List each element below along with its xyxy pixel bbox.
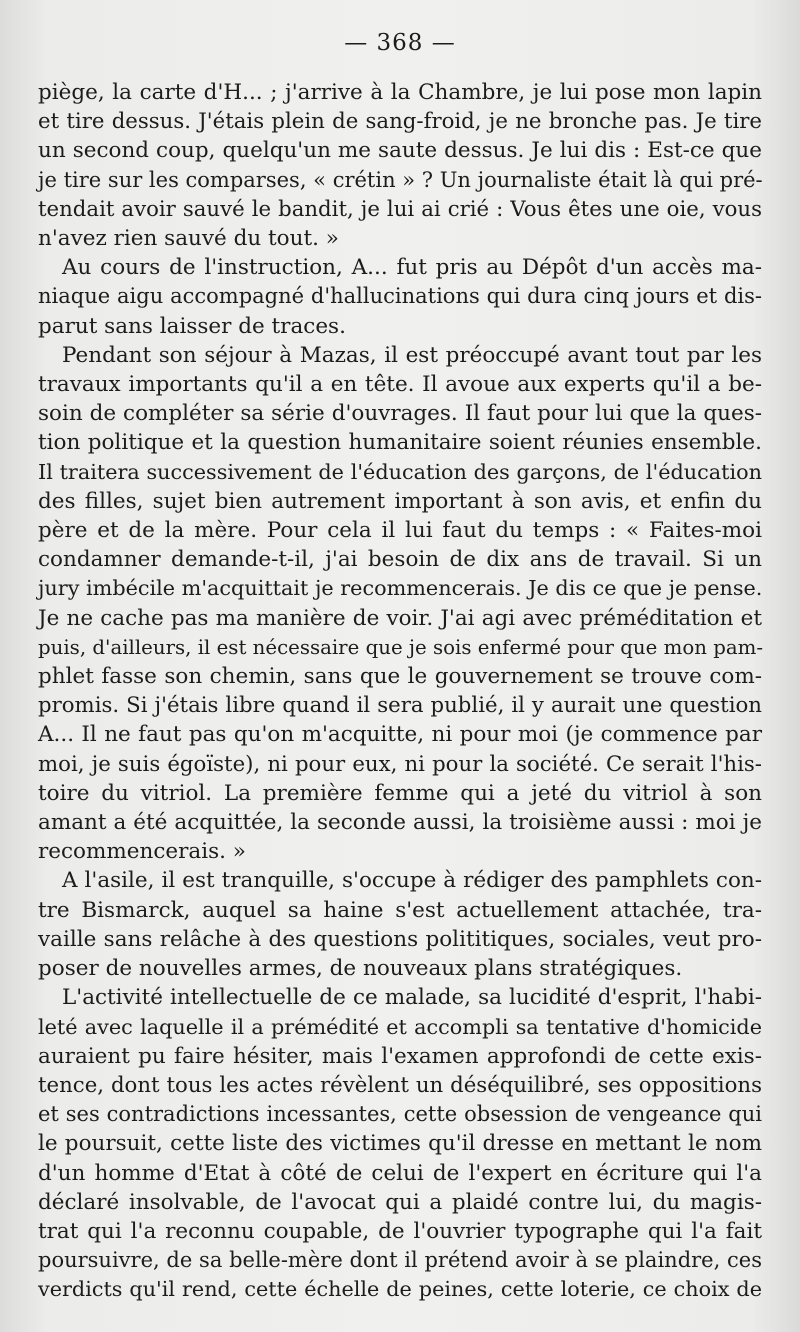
text-line: A... Il ne faut pas qu'on m'acquitte, ni pour moi (je commence par	[38, 722, 762, 748]
text-line: Je ne cache pas ma manière de voir. J'ai agi avec préméditation et	[38, 605, 762, 631]
text-line: trat qui l'a reconnu coupable, de l'ouvrier typographe qui l'a fait	[38, 1218, 762, 1244]
body-text	[38, 78, 762, 1305]
text-line: L'activité intellectuelle de ce malade, sa lucidité d'esprit, l'habi-	[62, 985, 762, 1011]
text-line: soin de compléter sa série d'ouvrages. Il faut pour lui que la ques-	[38, 401, 762, 427]
text-line: père et de la mère. Pour cela il lui faut du temps : « Faites-moi	[38, 518, 762, 544]
text-line: je tire sur les comparses, « crétin » ? Un journaliste était là qui pré-	[38, 167, 763, 192]
text-line: tence, dont tous les actes révèlent un déséquilibré, ses oppositions	[38, 1072, 762, 1098]
page-number: — 368 —	[344, 30, 456, 56]
text-line: et tire dessus. J'étais plein de sang-froid, je ne bronche pas. Je tire	[38, 109, 762, 135]
text-line: phlet fasse son chemin, sans que le gouvernement se trouve com-	[38, 664, 762, 690]
text-line: recommencerais. »	[38, 839, 246, 865]
text-line: des filles, sujet bien autrement important à son avis, et enfin du	[38, 488, 762, 514]
text-line: et ses contradictions incessantes, cette obsession de vengeance qui	[38, 1102, 762, 1127]
text-line: vaille sans relâche à des questions polititiques, sociales, veut pro-	[38, 926, 762, 952]
text-line: poursuivre, de sa belle-mère dont il prétend avoir à se plaindre, ces	[38, 1248, 762, 1273]
text-line: Il traitera successivement de l'éducation des garçons, de l'éducation	[38, 459, 762, 484]
text-line: le poursuit, cette liste des victimes qu'il dresse en mettant le nom	[38, 1131, 762, 1157]
text-line: travaux importants qu'il a en tête. Il avoue aux experts qu'il a be-	[38, 372, 762, 398]
text-line: un second coup, quelqu'un me saute dessus. Je lui dis : Est-ce que	[38, 138, 762, 164]
text-line: poser de nouvelles armes, de nouveaux plans stratégiques.	[38, 956, 683, 982]
text-line: auraient pu faire hésiter, mais l'examen approfondi de cette exis-	[38, 1043, 762, 1069]
text-line: amant a été acquittée, la seconde aussi, la troisième aussi : moi je	[38, 810, 762, 836]
text-line: leté avec laquelle il a prémédité et accompli sa tentative d'homicide	[38, 1014, 762, 1039]
text-line: parut sans laisser de traces.	[38, 313, 346, 339]
text-line: toire du vitriol. La première femme qui a jeté du vitriol à son	[38, 780, 762, 806]
text-line: condamner demande-t-il, j'ai besoin de dix ans de travail. Si un	[38, 547, 762, 573]
text-line: piège, la carte d'H... ; j'arrive à la Chambre, je lui pose mon lapin	[38, 80, 762, 105]
text-line: tendait avoir sauvé le bandit, je lui ai crié : Vous êtes une oie, vous	[38, 196, 762, 222]
text-line: niaque aigu accompagné d'hallucinations qui dura cinq jours et dis-	[38, 284, 762, 309]
text-line: puis, d'ailleurs, il est nécessaire que je sois enfermé pour que mon pam-	[38, 635, 764, 659]
text-line: tion politique et la question humanitaire soient réunies ensemble.	[38, 430, 762, 456]
text-line: verdicts qu'il rend, cette échelle de peines, cette loterie, ce choix de	[38, 1277, 762, 1302]
text-line: promis. Si j'étais libre quand il sera publié, il y aurait une question	[38, 693, 762, 719]
text-line: tre Bismarck, auquel sa haine s'est actuellement attachée, tra-	[38, 897, 762, 923]
text-line: moi, je suis égoïste), ni pour eux, ni pour la société. Ce serait l'his-	[38, 751, 762, 777]
text-line: n'avez rien sauvé du tout. »	[38, 226, 339, 252]
text-line: Au cours de l'instruction, A... fut pris au Dépôt d'un accès ma-	[62, 255, 762, 281]
text-line: A l'asile, il est tranquille, s'occupe à rédiger des pamphlets con-	[62, 868, 762, 894]
text-line: Pendant son séjour à Mazas, il est préoccupé avant tout par les	[62, 342, 762, 368]
text-line: déclaré insolvable, de l'avocat qui a plaidé contre lui, du magis-	[38, 1189, 762, 1215]
text-line: jury imbécile m'acquittait je recommencerais. Je dis ce que je pense.	[38, 576, 763, 601]
text-line: d'un homme d'Etat à côté de celui de l'expert en écriture qui l'a	[38, 1160, 762, 1186]
